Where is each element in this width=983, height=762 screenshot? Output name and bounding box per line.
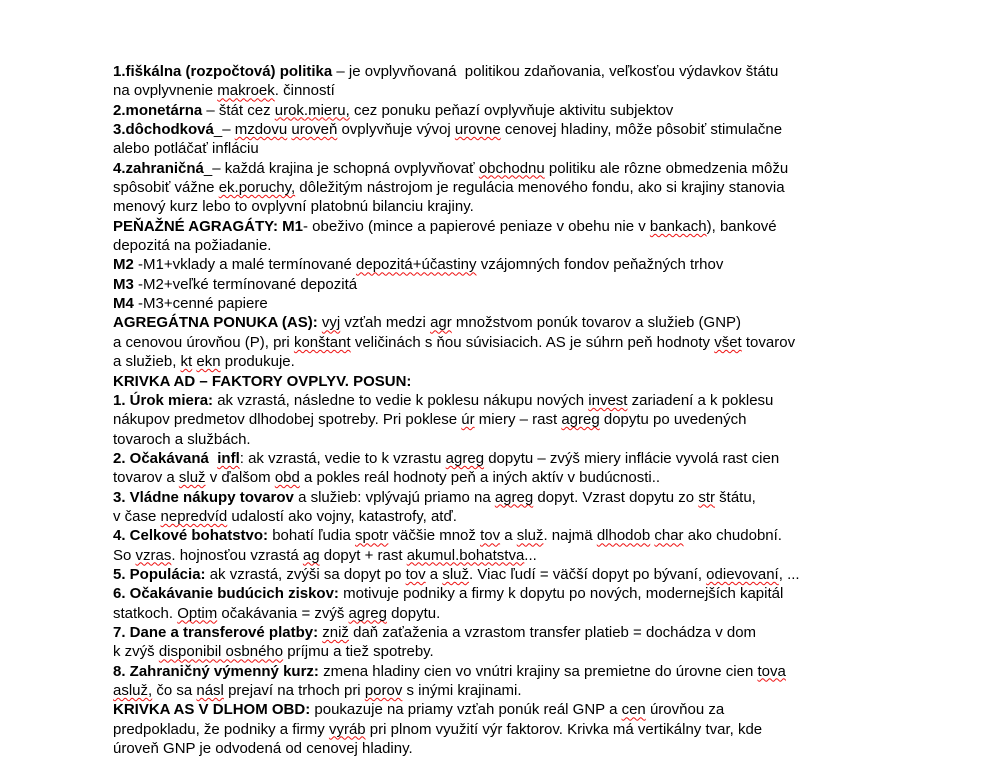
misspelled-word: invest [588, 391, 628, 409]
text-segment: zariadení a k poklesu [627, 391, 774, 409]
misspelled-word: konštant [293, 333, 351, 351]
text-line [113, 739, 888, 758]
bold-heading-text: M3 [113, 275, 134, 293]
misspelled-word: služ [442, 565, 470, 583]
text-segment: očakávania = zvýš [217, 604, 349, 622]
text-line [113, 391, 888, 410]
misspelled-word: vyj [321, 314, 341, 332]
text-line [113, 178, 888, 197]
bold-heading-text: 7. Dane a transferové platby: [113, 623, 319, 641]
misspelled-word: ek.poruchy, [218, 179, 296, 197]
text-segment: štátu, [714, 488, 756, 506]
text-segment: udalostí ako vojny, katastrofy, atď. [227, 507, 457, 525]
misspelled-word: obd [274, 469, 300, 487]
text-segment: ), bankové [706, 217, 777, 235]
bold-heading-text: 2. Očakávaná [113, 449, 218, 467]
text-line [113, 700, 888, 719]
text-segment: a služieb: vplývajú priamo na [293, 488, 495, 506]
text-line [113, 62, 888, 81]
misspelled-word: ag [302, 546, 320, 564]
misspelled-word: bankach [649, 217, 707, 235]
text-segment: dopyt + rast [319, 546, 407, 564]
bold-heading-text: 5. Populácia: [113, 565, 206, 583]
text-segment: väčšie množ [388, 527, 481, 545]
text-segment: vzťah medzi [340, 314, 431, 332]
text-line [113, 546, 888, 565]
misspelled-word: agreg [494, 488, 534, 506]
text-segment: alebo potláčať infláciu [113, 140, 259, 158]
text-line [113, 468, 888, 487]
text-segment: v ďalšom [205, 469, 275, 487]
misspelled-word: depozitá+účastiny [356, 256, 477, 274]
text-segment: produkuje. [220, 353, 295, 371]
misspelled-word: akumul.bohatstva [406, 546, 525, 564]
text-segment: veličinách s ňou súvisiacich. AS je súhrn peň hodnoty [350, 333, 715, 351]
text-line [113, 333, 888, 352]
misspelled-word: asluž, [113, 682, 153, 699]
text-segment: predpokladu, že podniky a firmy [113, 720, 329, 738]
misspelled-word: urok.mieru, [274, 101, 350, 119]
misspelled-word: tov [405, 565, 426, 583]
misspelled-word: agreg [561, 411, 600, 429]
text-line [113, 217, 888, 236]
text-segment: - obeživo (mince a papierové peniaze v obehu nie v [303, 217, 650, 235]
text-segment: . činností [274, 82, 335, 100]
text-line [113, 139, 888, 158]
text-segment: a služieb, [113, 353, 181, 371]
text-line [113, 642, 888, 661]
bold-heading-text: PEŇAŽNÉ AGRAGÁTY: M1 [113, 217, 304, 235]
text-segment: k zvýš [113, 643, 159, 661]
text-segment: nákupov predmetov dlhodobej spotreby. Pri poklese [113, 411, 462, 429]
misspelled-word: služ [516, 527, 544, 545]
text-segment: – štát cez [202, 101, 275, 119]
text-segment: _– [213, 121, 235, 139]
text-line [113, 623, 888, 642]
text-segment: dopytu – zvýš miery inflácie vyvolá rast cien [484, 449, 780, 467]
text-line [113, 662, 888, 681]
text-segment: úroveň GNP je odvodená od cenovej hladiny. [113, 740, 413, 758]
text-line [113, 584, 888, 603]
text-segment: ... [524, 546, 537, 564]
misspelled-word: spotr [355, 527, 389, 545]
text-segment: . najmä [543, 527, 597, 545]
text-segment: a pokles reál hodnoty peň a iných aktív v budúcnosti.. [299, 469, 661, 487]
text-segment: úrovňou za [645, 701, 725, 719]
misspelled-word: agr [430, 314, 452, 332]
text-segment: miery – rast [474, 411, 562, 429]
misspelled-word: vzras [135, 546, 172, 564]
text-segment: depozitá na požiadanie. [113, 237, 272, 255]
text-line [113, 352, 888, 371]
bold-heading-text: 8. Zahraničný výmenný kurz: [113, 662, 319, 680]
text-segment: prejaví na trhoch pri [223, 682, 365, 699]
text-segment: množstvom ponúk tovarov a služieb (GNP) [451, 314, 742, 332]
text-segment: -M2+veľké termínované depozitá [133, 275, 358, 293]
misspelled-word: char [654, 527, 684, 545]
text-segment: tovarov [741, 333, 796, 351]
text-segment: politiku ale rôzne obmedzenia môžu [544, 159, 789, 177]
text-line [113, 294, 888, 313]
misspelled-word: násl [196, 682, 224, 699]
text-segment: So [113, 546, 136, 564]
text-line [113, 488, 888, 507]
text-line [113, 604, 888, 623]
text-line [113, 720, 888, 739]
text-segment: dopytu po uvedených [599, 411, 747, 429]
text-segment: a [425, 565, 443, 583]
bold-heading-text: 3. Vládne nákupy tovarov [113, 488, 294, 506]
misspelled-word: uroveň [291, 121, 338, 139]
text-segment: príjmu a tiež spotreby. [283, 643, 434, 661]
text-segment: cez ponuku peňazí ovplyvňuje aktivitu subjektov [349, 101, 674, 119]
text-line [113, 236, 888, 255]
text-segment: a [500, 527, 517, 545]
text-segment: tovarov a [113, 469, 179, 487]
text-segment: poukazuje na priamy vzťah ponúk reál GNP a [310, 701, 622, 719]
text-segment: spôsobiť vážne [113, 179, 219, 197]
text-line [113, 101, 888, 120]
misspelled-word: služ [178, 469, 206, 487]
text-segment: menový kurz lebo to ovplyvní platobnú bilanciu krajiny. [113, 198, 474, 216]
text-segment: _– každá krajina je schopná ovplyvňovať [203, 159, 479, 177]
document-text-block [113, 62, 888, 758]
text-line [113, 565, 888, 584]
misspelled-word: mzdovu [234, 121, 288, 139]
misspelled-word: Optim [177, 604, 218, 622]
text-segment: daň zaťaženia a vzrastom transfer platieb = dochádza v dom [348, 623, 757, 641]
misspelled-word: agreg [445, 449, 485, 467]
text-segment: na ovplyvnenie [113, 82, 218, 100]
misspelled-word: agreg [348, 604, 387, 622]
bold-heading-text: KRIVKA AS V DLHOM OBD: [113, 701, 311, 719]
misspelled-word: zniž [322, 623, 349, 641]
text-segment: tovaroch a službách. [113, 430, 251, 448]
misspelled-word: cen [621, 701, 646, 719]
text-segment: dôležitým nástrojom je regulácia menového fondu, ako si krajiny stanovia [295, 179, 785, 197]
text-segment: dopyt. Vzrast dopytu zo [533, 488, 699, 506]
text-segment: vzájomných fondov peňažných trhov [476, 256, 724, 274]
misspelled-word: všet [714, 333, 742, 351]
text-line [113, 430, 888, 449]
text-segment: bohatí ľudia [268, 527, 355, 545]
bold-heading-text: 1.fiškálna (rozpočtová) politika [113, 63, 333, 80]
text-segment: ak vzrastá, následne to vedie k poklesu nákupu nových [213, 391, 589, 409]
text-line [113, 313, 888, 332]
text-segment: -M1+vklady a malé termínované [133, 256, 357, 274]
misspelled-word: kt [180, 353, 193, 371]
text-segment: : ak vzrastá, vedie to k vzrastu [239, 449, 446, 467]
misspelled-word: porov [364, 682, 403, 699]
bold-heading-text: M2 [113, 256, 134, 274]
misspelled-word: ekn [196, 353, 221, 371]
text-segment: cenovej hladiny, môže pôsobiť stimulačne [500, 121, 783, 139]
misspelled-word: urovne [454, 121, 501, 139]
text-segment: ak vzrastá, zvýši sa dopyt po [205, 565, 406, 583]
text-segment: . hojnosťou vzrastá [171, 546, 303, 564]
text-segment: a cenovou úrovňou (P), pri [113, 333, 294, 351]
misspelled-word: vyráb [328, 720, 366, 738]
misspelled-word: obchodnu [478, 159, 545, 177]
text-segment: pri plnom využití výr faktorov. Krivka má vertikálny tvar, kde [365, 720, 763, 738]
text-segment: – je ovplyvňovaná politikou zdaňovania, veľkosťou výdavkov štátu [332, 63, 779, 80]
misspelled-word: tov [480, 527, 501, 545]
text-line [113, 120, 888, 139]
text-segment: statkoch. [113, 604, 178, 622]
text-line [113, 197, 888, 216]
misspelled-word: makroek [217, 82, 275, 100]
text-line [113, 81, 888, 100]
text-line [113, 255, 888, 274]
text-segment: dopytu. [386, 604, 441, 622]
text-line [113, 681, 888, 700]
bold-heading-text: 4. Celkové bohatstvo: [113, 527, 269, 545]
bold-heading-text: 6. Očakávanie budúcich ziskov: [113, 585, 339, 603]
text-segment: -M3+cenné papiere [133, 295, 268, 313]
bold-heading-text: 4.zahraničná [113, 159, 204, 177]
bold-heading-text: 1. Úrok miera: [113, 391, 214, 409]
misspelled-word: infl [217, 449, 240, 467]
text-line [113, 526, 888, 545]
text-segment: zmena hladiny cien vo vnútri krajiny sa premietne do úrovne cien [318, 662, 758, 680]
text-line [113, 372, 888, 391]
misspelled-word: úr [461, 411, 475, 429]
text-line [113, 275, 888, 294]
text-segment: ako chudobní. [683, 527, 782, 545]
misspelled-word: str [698, 488, 715, 506]
text-segment: s inými krajinami. [402, 682, 522, 699]
text-segment: motivuje podniky a firmy k dopytu po nových, modernejších kapitál [338, 585, 784, 603]
misspelled-word: odievovaní [706, 565, 779, 583]
text-segment: čo sa [152, 682, 197, 699]
text-line [113, 449, 888, 468]
bold-heading-text: 3.dôchodková [113, 121, 214, 139]
text-segment: . Viac ľudí = väčší dopyt po bývaní, [469, 565, 707, 583]
text-line [113, 410, 888, 429]
misspelled-word: dlhodob [596, 527, 651, 545]
bold-heading-text: KRIVKA AD – FAKTORY OVPLYV. POSUN: [113, 372, 412, 390]
bold-heading-text: AGREGÁTNA PONUKA (AS): [113, 314, 318, 332]
misspelled-word: disponibil osbného [158, 643, 284, 661]
bold-heading-text: M4 [113, 295, 134, 313]
bold-heading-text: 2.monetárna [113, 101, 203, 119]
misspelled-word: tova [757, 662, 786, 680]
text-segment: v čase [113, 507, 161, 525]
text-segment: , ... [778, 565, 800, 583]
misspelled-word: nepredvíd [160, 507, 228, 525]
text-segment: ovplyvňuje vývoj [337, 121, 455, 139]
text-line [113, 507, 888, 526]
text-line [113, 159, 888, 178]
